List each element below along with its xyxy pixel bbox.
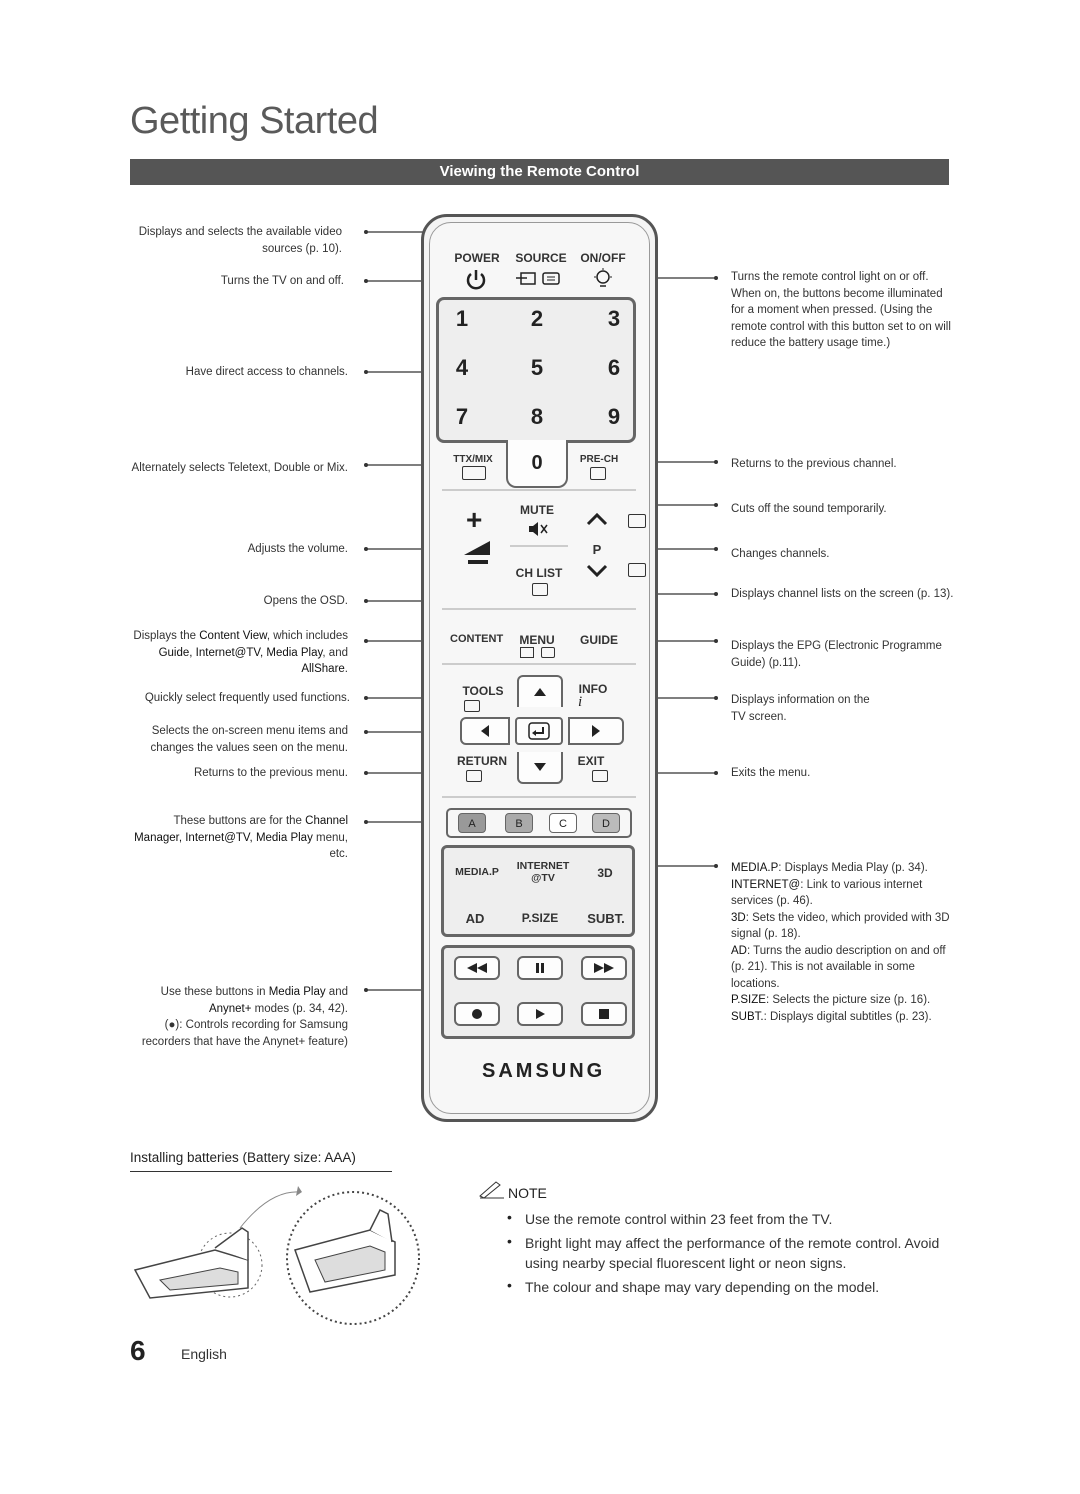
digit-8-button[interactable]: 8 bbox=[530, 404, 544, 429]
section-heading: Viewing the Remote Control bbox=[130, 159, 949, 185]
volume-icon bbox=[464, 540, 492, 556]
rewind-button[interactable] bbox=[454, 956, 500, 980]
b-button[interactable]: B bbox=[505, 813, 533, 833]
prech-icon bbox=[590, 467, 606, 480]
channel-up-icon[interactable] bbox=[586, 512, 608, 526]
pause-icon bbox=[535, 963, 545, 973]
note-label: NOTE bbox=[508, 1185, 547, 1201]
divider bbox=[442, 663, 636, 665]
ad-button[interactable]: AD bbox=[465, 911, 485, 926]
play-button[interactable] bbox=[517, 1002, 563, 1026]
batteries-heading: Installing batteries (Battery size: AAA) bbox=[130, 1150, 356, 1165]
note-media-play: Use these buttons in Media Play and Anynet+ modes (p. 34, 42). (●): Controls recording for Samsung recorders that have the Anynet+ feature) bbox=[141, 986, 348, 1048]
power-icon[interactable] bbox=[463, 268, 489, 292]
tools-icon bbox=[464, 700, 480, 712]
note-tools: Quickly select frequently used functions. bbox=[144, 692, 350, 704]
note-select: Selects the on-screen menu items and changes the values seen on the menu. bbox=[150, 725, 348, 754]
note-guide: Displays the EPG (Electronic Programme Guide) (p.11). bbox=[731, 640, 942, 669]
note-channels: Have direct access to channels. bbox=[185, 366, 348, 378]
channel-down-icon[interactable] bbox=[586, 564, 608, 578]
exit-icon bbox=[592, 770, 608, 782]
dpad-left-button[interactable] bbox=[460, 717, 510, 745]
arrow-right-icon bbox=[591, 724, 601, 738]
language-label: English bbox=[181, 1346, 227, 1362]
page-title: Getting Started bbox=[130, 100, 379, 142]
digit-4-button[interactable]: 4 bbox=[455, 355, 469, 380]
digit-7-button[interactable]: 7 bbox=[455, 404, 469, 429]
digit-2-button[interactable]: 2 bbox=[530, 306, 544, 331]
internet-tv-button[interactable] bbox=[512, 860, 574, 884]
enter-icon bbox=[528, 722, 550, 740]
samsung-logo: SAMSUNG bbox=[482, 1060, 606, 1082]
note-info: Displays information on the TV screen. bbox=[731, 694, 870, 723]
note-return: Returns to the previous menu. bbox=[193, 767, 348, 779]
media-p-button[interactable]: MEDIA.P bbox=[455, 866, 499, 878]
note-bullet-1: Use the remote control within 23 feet from the TV. bbox=[525, 1211, 833, 1227]
digit-0-button[interactable] bbox=[506, 440, 568, 488]
guide-button[interactable]: GUIDE bbox=[579, 633, 618, 647]
digit-0-label: 0 bbox=[531, 451, 543, 474]
note-mute: Cuts off the sound temporarily. bbox=[731, 503, 887, 515]
dpad-right-button[interactable] bbox=[568, 717, 624, 745]
return-button[interactable]: RETURN bbox=[457, 754, 507, 768]
return-icon bbox=[466, 770, 482, 782]
note-ttx: Alternately selects Teletext, Double or Mix. bbox=[131, 462, 348, 474]
bullet-dot: • bbox=[507, 1277, 512, 1293]
arrow-up-icon bbox=[533, 687, 547, 697]
menu-grid-icon bbox=[520, 647, 534, 658]
record-icon bbox=[471, 1008, 483, 1020]
play-icon bbox=[535, 1009, 545, 1019]
exit-button[interactable]: EXIT bbox=[577, 754, 605, 768]
attv-label: @TV bbox=[531, 872, 555, 884]
content-button[interactable]: CONTENT bbox=[450, 633, 504, 645]
enter-button[interactable] bbox=[515, 717, 563, 745]
arrow-left-icon bbox=[480, 724, 490, 738]
volume-down-icon[interactable] bbox=[468, 560, 488, 564]
channel-p-label: P bbox=[592, 542, 602, 557]
page-up-icon bbox=[628, 514, 646, 528]
source-icon[interactable] bbox=[515, 270, 565, 288]
heading-underline bbox=[130, 1171, 392, 1172]
source-label: SOURCE bbox=[515, 251, 567, 265]
digit-6-button[interactable]: 6 bbox=[607, 355, 621, 380]
c-button[interactable]: C bbox=[549, 813, 577, 833]
digit-5-button[interactable]: 5 bbox=[530, 355, 544, 380]
dpad-down-button[interactable] bbox=[517, 752, 563, 784]
internet-label: INTERNET bbox=[516, 860, 570, 872]
note-osd: Opens the OSD. bbox=[263, 595, 348, 607]
digit-1-button[interactable]: 1 bbox=[455, 306, 469, 331]
note-color-buttons: These buttons are for the Channel Manager, Internet@TV, Media Play menu, etc. bbox=[134, 815, 348, 860]
bullet-dot: • bbox=[507, 1233, 512, 1249]
pencil-icon bbox=[478, 1180, 506, 1200]
onoff-label: ON/OFF bbox=[580, 251, 626, 265]
note-content: Displays the Content View, which includes Guide, Internet@TV, Media Play, and AllShare. bbox=[133, 630, 348, 675]
subt-button[interactable]: SUBT. bbox=[587, 911, 625, 926]
pause-button[interactable] bbox=[517, 956, 563, 980]
info-icon: i bbox=[578, 694, 583, 710]
page-number: 6 bbox=[130, 1335, 146, 1366]
note-bullet-2: Bright light may affect the performance of the remote control. Avoid using nearby special fluorescent light or neon signs. bbox=[525, 1235, 940, 1271]
pre-ch-button[interactable]: PRE-CH bbox=[579, 454, 619, 465]
ch-list-button[interactable]: CH LIST bbox=[515, 566, 563, 580]
note-function-keys: MEDIA.P: Displays Media Play (p. 34). INTERNET@: Link to various internet services (p. 46). 3D: Sets the video, which provided with 3D signal (p. 18). AD: Turns the audio description on and off (p. 21). This is not available in some locations. P.SIZE: Selects the picture size (p. 16). SUBT.: Displays digital subtitles (p. 23). bbox=[731, 862, 950, 1023]
stop-icon bbox=[599, 1009, 609, 1019]
rewind-icon bbox=[467, 963, 487, 973]
power-label: POWER bbox=[454, 251, 500, 265]
note-chlist: Displays channel lists on the screen (p. 13). bbox=[731, 588, 954, 600]
note-exit: Exits the menu. bbox=[731, 767, 811, 779]
mute-label: MUTE bbox=[520, 503, 554, 517]
p-size-button[interactable]: P.SIZE bbox=[521, 911, 559, 925]
menu-button[interactable]: MENU bbox=[519, 633, 555, 647]
a-button[interactable]: A bbox=[458, 813, 486, 833]
note-source: Displays and selects the available video sources (p. 10). bbox=[138, 226, 342, 255]
divider bbox=[510, 545, 568, 547]
divider bbox=[442, 796, 636, 798]
fast-forward-icon bbox=[594, 963, 614, 973]
digit-3-button[interactable]: 3 bbox=[607, 306, 621, 331]
note-power: Turns the TV on and off. bbox=[220, 275, 344, 287]
record-button[interactable] bbox=[454, 1002, 500, 1026]
3d-button[interactable]: 3D bbox=[597, 866, 613, 880]
battery-installation-illustration bbox=[130, 1180, 430, 1340]
divider bbox=[442, 608, 636, 610]
volume-up-icon[interactable]: + bbox=[466, 504, 483, 535]
mute-icon[interactable] bbox=[527, 520, 549, 538]
note-channel: Changes channels. bbox=[731, 548, 830, 560]
divider bbox=[442, 489, 636, 491]
menu-list-icon bbox=[541, 647, 555, 658]
ttx-mix-button[interactable]: TTX/MIX bbox=[453, 454, 493, 465]
ch-list-icon bbox=[532, 583, 548, 596]
page-down-icon bbox=[628, 563, 646, 577]
digit-9-button[interactable]: 9 bbox=[607, 404, 621, 429]
note-volume: Adjusts the volume. bbox=[247, 543, 348, 555]
stop-button[interactable] bbox=[581, 1002, 627, 1026]
light-bulb-icon[interactable] bbox=[592, 267, 614, 291]
d-button[interactable]: D bbox=[592, 813, 620, 833]
info-button[interactable]: INFO bbox=[578, 682, 608, 696]
fast-forward-button[interactable] bbox=[581, 956, 627, 980]
dpad-up-button[interactable] bbox=[517, 675, 563, 707]
bullet-dot: • bbox=[507, 1209, 512, 1225]
note-prech: Returns to the previous channel. bbox=[731, 458, 897, 470]
note-bullet-3: The colour and shape may vary depending on the model. bbox=[525, 1279, 880, 1295]
ttx-icon bbox=[462, 466, 486, 480]
tools-button[interactable]: TOOLS bbox=[462, 684, 504, 698]
note-onoff: Turns the remote control light on or off. When on, the buttons become illuminated for a moment when pressed. (Using the remote control with this button set to on will reduce the battery usage time.) bbox=[731, 271, 951, 349]
arrow-down-icon bbox=[533, 762, 547, 772]
